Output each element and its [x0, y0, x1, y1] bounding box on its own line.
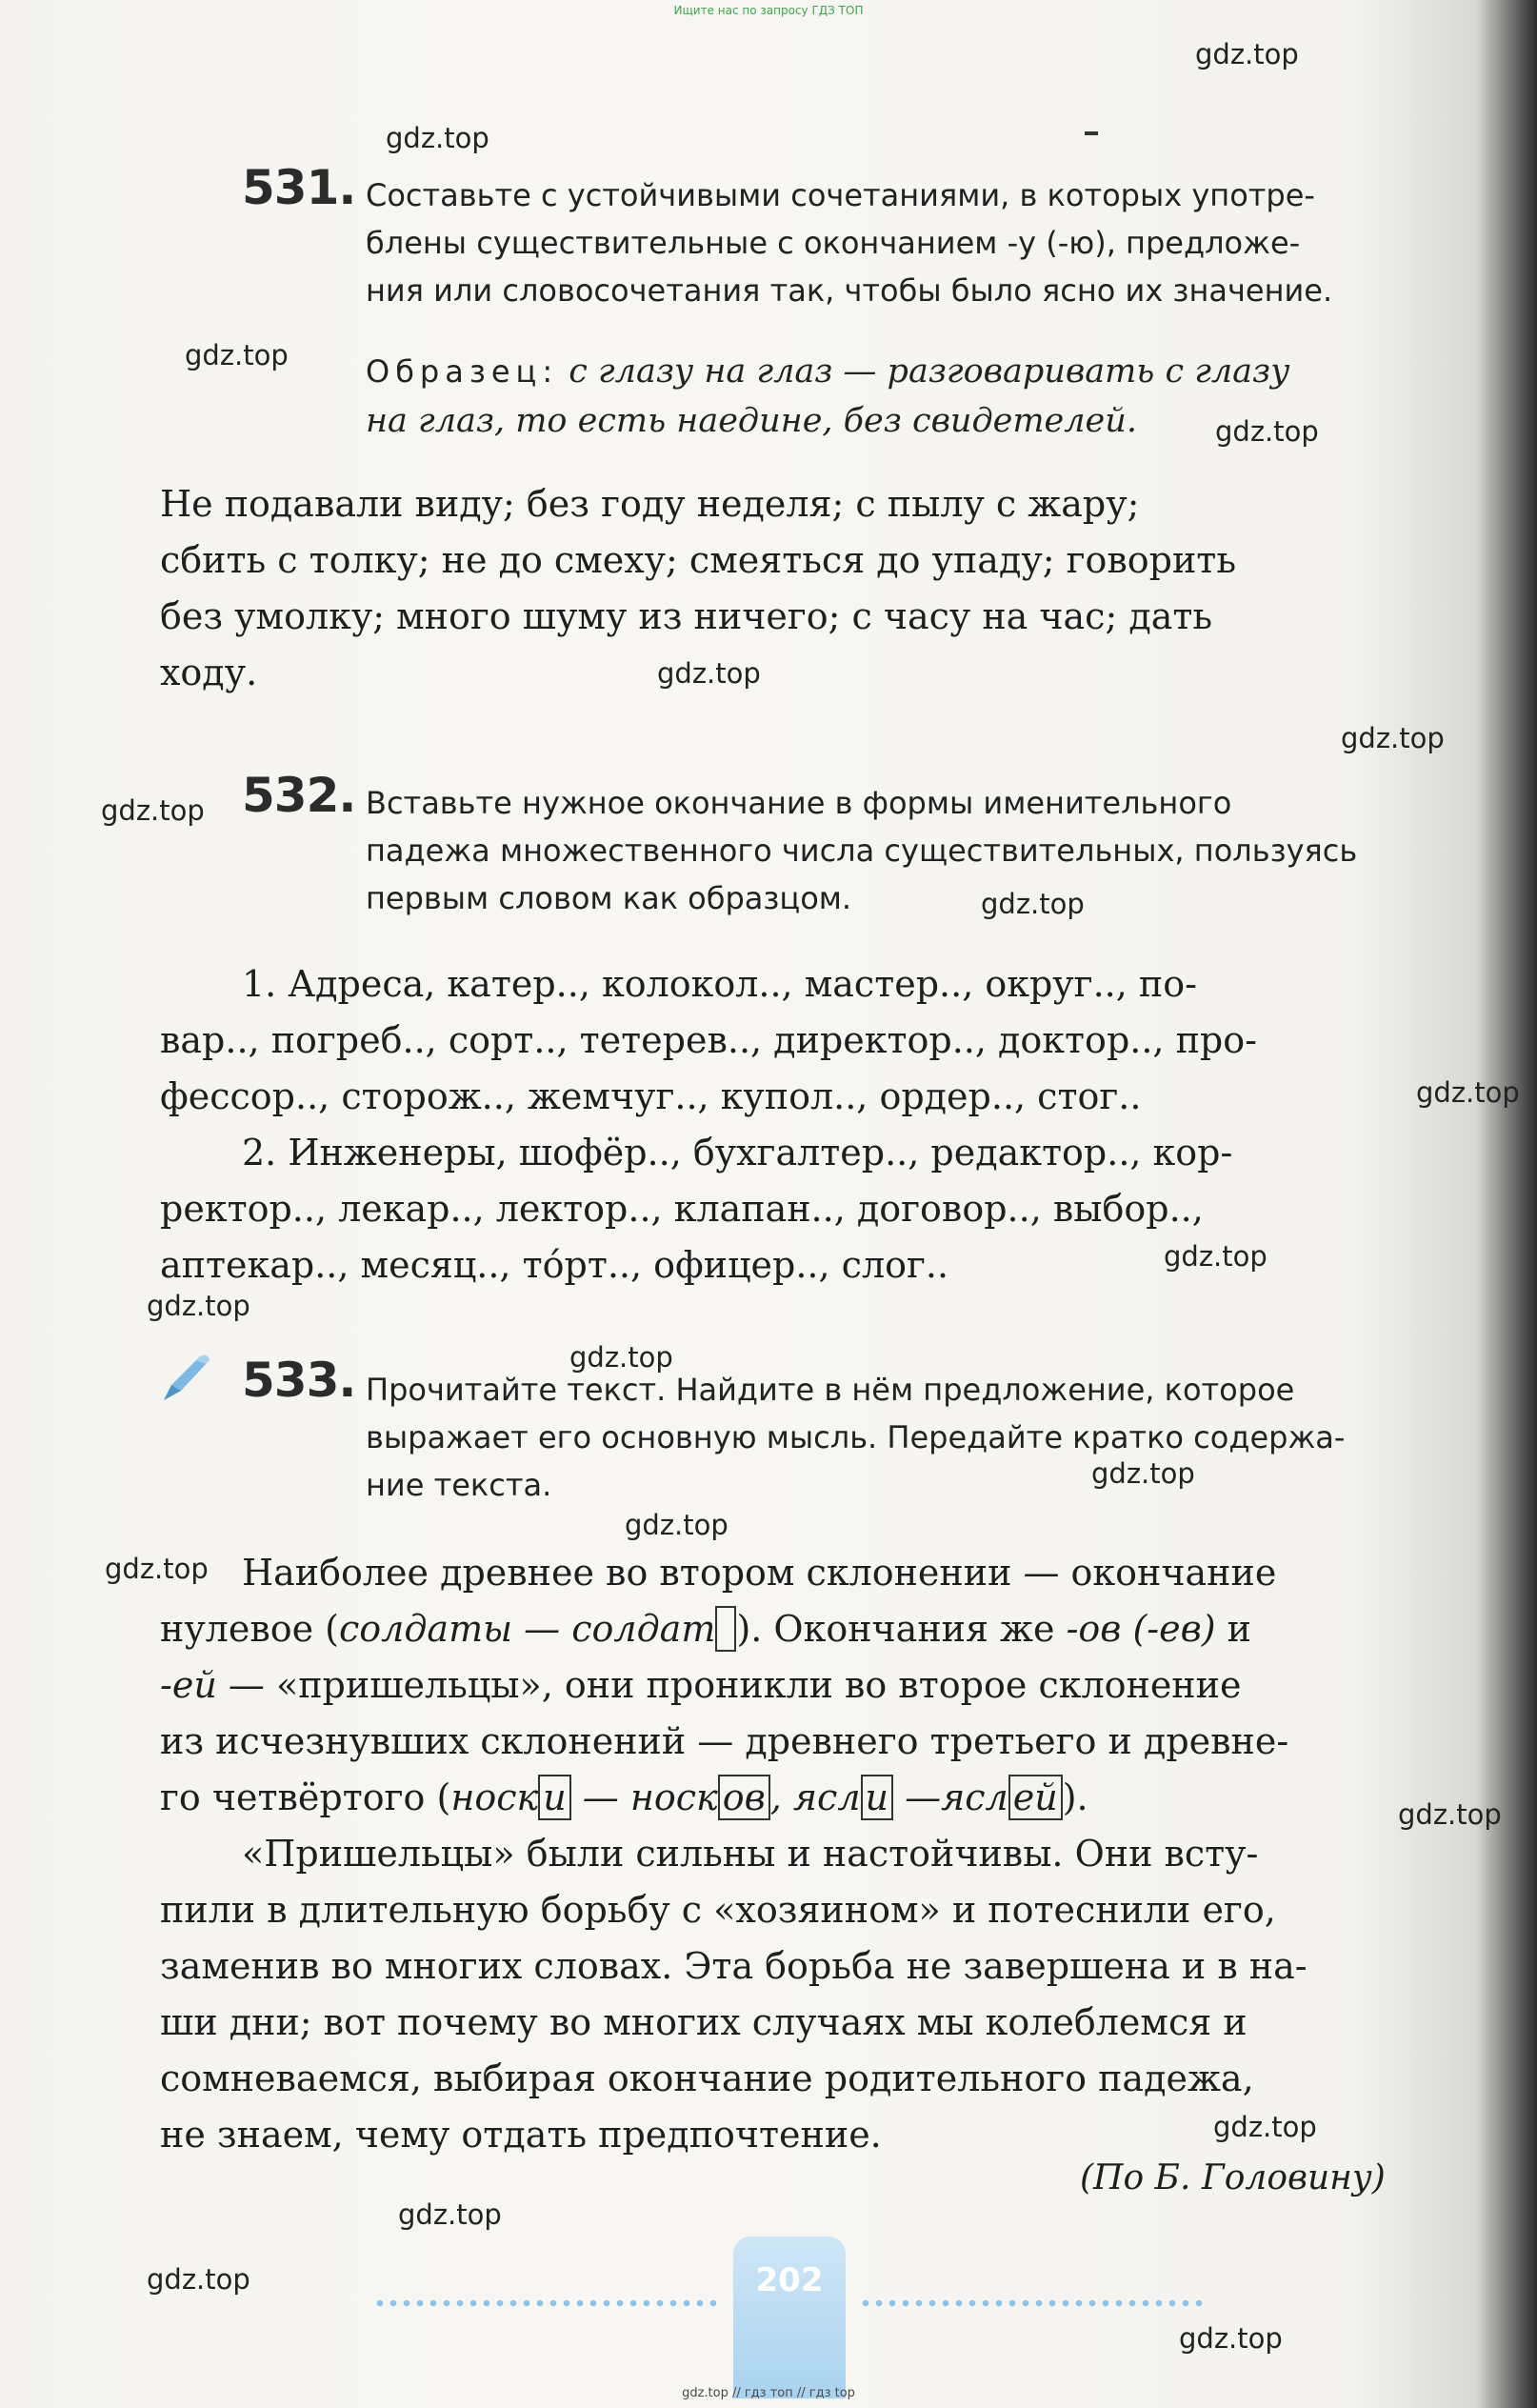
watermark: gdz.top [1416, 1076, 1520, 1109]
instruction-line: ние текста. [366, 1467, 552, 1503]
ending-box: и [861, 1775, 893, 1820]
text-line: ректор.., лекар.., лектор.., клапан.., договор.., выбор.., [160, 1188, 1204, 1230]
pencil-icon [158, 1351, 213, 1406]
sample-line: на глаз, то есть наедине, без свидетелей. [366, 402, 1137, 440]
text-fragment: и [1215, 1608, 1251, 1650]
bottom-banner[interactable]: gdz.top // гдз топ // гдз top [682, 2386, 855, 2400]
text-line: ходу. [160, 652, 258, 693]
task-533-number: 533. [242, 1353, 356, 1408]
watermark: gdz.top [657, 657, 761, 690]
watermark: gdz.top [398, 2198, 502, 2231]
watermark: gdz.top [1091, 1457, 1195, 1490]
task-531-sample [366, 347, 1423, 446]
task-531-text [160, 476, 1417, 701]
text-line [160, 1657, 1417, 1714]
text-line: аптекар.., месяц.., то́рт.., офицер.., слог.. [160, 1244, 949, 1286]
instruction-line: выражает его основную мысль. Передайте кратко содержа- [366, 1419, 1346, 1455]
example-word: , ясл [769, 1776, 861, 1818]
text-line: 1. Адреса, катер.., колокол.., мастер.., округ.., по- [242, 963, 1197, 1005]
task-532-instruction [366, 779, 1413, 922]
text-fragment: ). Окончания же [736, 1608, 1067, 1650]
instruction-line: ния или словосочетания так, чтобы было ясно их значение. [366, 272, 1333, 309]
text-line: заменив во многих словах. Эта борьба не завершена и в на- [160, 1945, 1307, 1987]
text-fragment: ). [1062, 1776, 1088, 1818]
watermark: gdz.top [1213, 2111, 1317, 2143]
task-531-instruction [366, 171, 1413, 314]
example-word: носк [450, 1776, 539, 1818]
watermark: gdz.top [569, 1341, 673, 1374]
example-word: —ясл [893, 1776, 1008, 1818]
attribution: (По Б. Головину) [1080, 2158, 1386, 2197]
text-fragment: — «пришельцы», они проникли во второе склонение [216, 1664, 1242, 1706]
instruction-line: Прочитайте текст. Найдите в нём предложение, которое [366, 1372, 1295, 1408]
task-532-number: 532. [242, 768, 356, 823]
text-line: ши дни; вот почему во многих случаях мы колеблемся и [160, 2001, 1248, 2043]
watermark: gdz.top [386, 122, 489, 154]
ending-box: и [538, 1775, 570, 1820]
text-fragment: го четвёртого ( [160, 1776, 451, 1818]
task-533-text [160, 1545, 1417, 2163]
text-line: из исчезнувших склонений — древнего третьего и древне- [160, 1720, 1289, 1762]
ending-example: -ов (-ев) [1066, 1608, 1216, 1650]
text-line: вар.., погреб.., сорт.., тетерев.., директор.., доктор.., про- [160, 1019, 1257, 1061]
instruction-line: Вставьте нужное окончание в формы именительного [366, 785, 1232, 821]
instruction-line: блены существительные с окончанием -у (-ю), предложе- [366, 225, 1301, 261]
watermark: gdz.top [981, 888, 1085, 920]
text-line: фессор.., сторож.., жемчуг.., купол.., ордер.., стог.. [160, 1075, 1142, 1117]
footer-dots-right [859, 2299, 1206, 2307]
example-word: — носк [570, 1776, 718, 1818]
text-line: без умолку; много шуму из ничего; с часу на час; дать [160, 595, 1213, 637]
ending-example: -ей [160, 1664, 217, 1706]
watermark: gdz.top [1215, 415, 1319, 448]
footer-dots-left [373, 2299, 720, 2307]
watermark: gdz.top [105, 1553, 209, 1585]
instruction-line: Составьте с устойчивыми сочетаниями, в которых употре- [366, 177, 1315, 213]
task-533-instruction [366, 1366, 1413, 1509]
instruction-line: падежа множественного числа существительных, пользуясь [366, 833, 1358, 869]
watermark: gdz.top [147, 1290, 250, 1322]
zero-ending-box [715, 1606, 736, 1652]
instruction-line: первым словом как образцом. [366, 880, 852, 916]
text-line [160, 1601, 1417, 1657]
top-banner[interactable]: Ищите нас по запросу ГДЗ ТОП [673, 4, 864, 17]
watermark: gdz.top [147, 2263, 250, 2296]
sample-label: Образец: [366, 353, 559, 390]
text-line: «Пришельцы» были сильны и настойчивы. Они всту- [242, 1833, 1259, 1875]
ending-box: ей [1008, 1775, 1063, 1820]
watermark: gdz.top [1398, 1798, 1502, 1831]
stray-mark [1085, 131, 1098, 135]
text-line: пили в длительную борьбу с «хозяином» и потеснили его, [160, 1889, 1276, 1931]
watermark: gdz.top [185, 339, 289, 371]
text-line: сбить с толку; не до смеху; смеяться до упаду; говорить [160, 539, 1237, 581]
text-fragment: нулевое ( [160, 1608, 339, 1650]
task-532-text [160, 956, 1417, 1294]
text-line [160, 1770, 1417, 1826]
text-line: Наиболее древнее во втором склонении — окончание [242, 1552, 1277, 1594]
watermark: gdz.top [1195, 38, 1299, 70]
sample-line: с глазу на глаз — разговаривать с глазу [569, 352, 1290, 391]
text-line: не знаем, чему отдать предпочтение. [160, 2114, 882, 2156]
page-number: 202 [755, 2261, 824, 2299]
watermark: gdz.top [1179, 2322, 1283, 2355]
example-words: солдаты — солдат [338, 1608, 716, 1650]
text-line: 2. Инженеры, шофёр.., бухгалтер.., редактор.., кор- [242, 1132, 1233, 1174]
ending-box: ов [718, 1775, 770, 1820]
task-531-number: 531. [242, 160, 356, 215]
text-line: сомневаемся, выбирая окончание родительного падежа, [160, 2057, 1254, 2099]
watermark: gdz.top [1341, 722, 1445, 754]
text-line: Не подавали виду; без году неделя; с пылу с жару; [160, 483, 1140, 525]
watermark: gdz.top [101, 794, 205, 827]
watermark: gdz.top [625, 1509, 729, 1541]
watermark: gdz.top [1164, 1240, 1268, 1273]
